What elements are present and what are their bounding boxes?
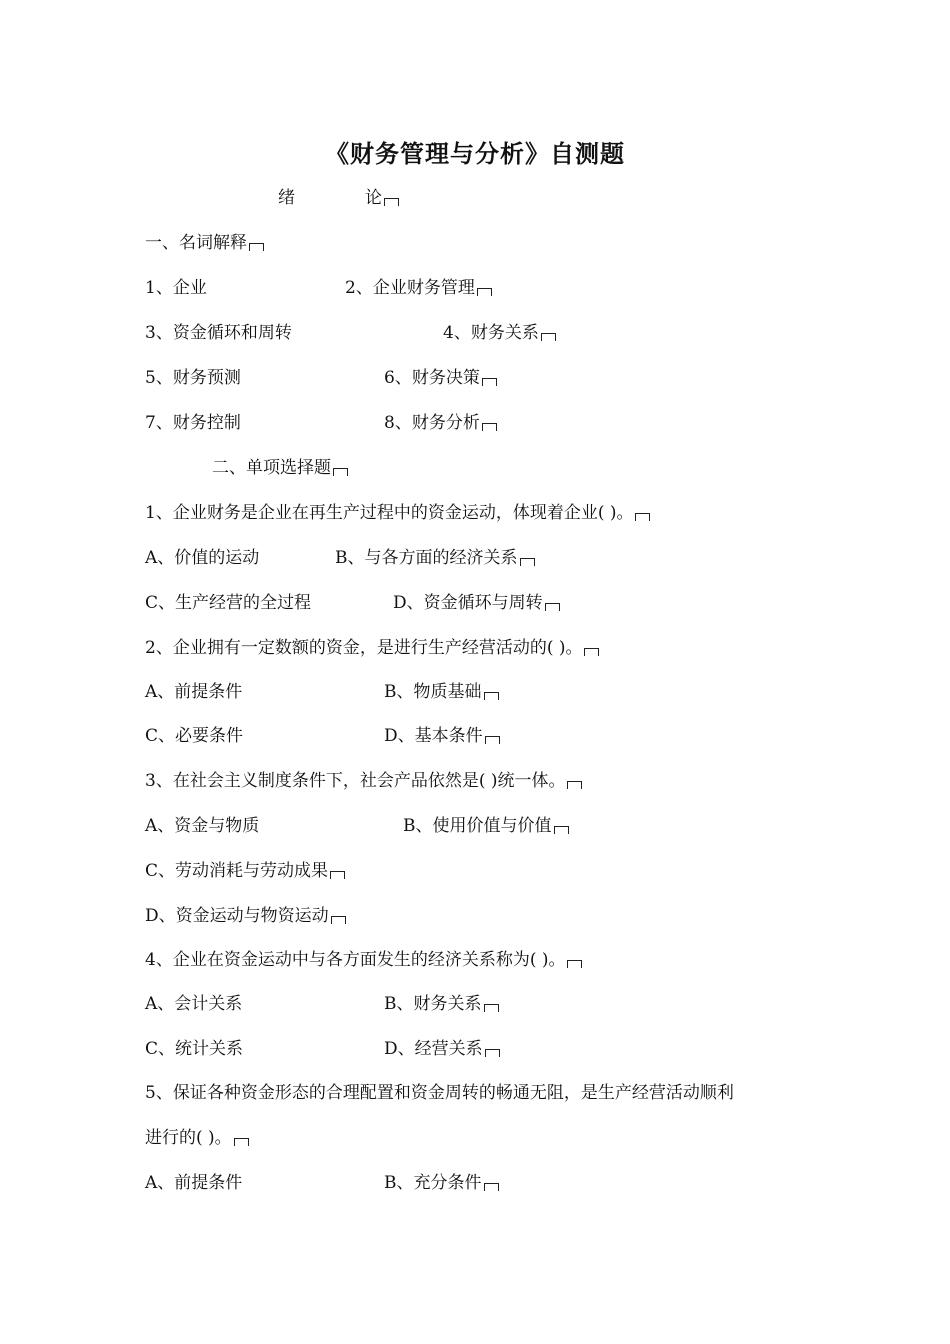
term-text: 8、财务分析 (384, 413, 480, 433)
option: A、前提条件 (145, 682, 243, 702)
paragraph-mark-icon (484, 692, 499, 700)
option: A、会计关系 (145, 994, 243, 1014)
term-text: 2、企业财务管理 (345, 278, 475, 298)
question (145, 636, 599, 660)
question-text: 3、在社会主义制度条件下，社会产品依然是( )统一体。 (145, 771, 566, 791)
paragraph-mark-icon (234, 1138, 249, 1146)
paragraph-mark-icon (330, 871, 345, 879)
option-text: D、资金运动与物资运动 (145, 906, 329, 926)
question-continuation (145, 1126, 249, 1150)
option (403, 814, 569, 838)
option (384, 724, 500, 748)
question (145, 501, 650, 525)
term-item (384, 366, 497, 390)
paragraph-mark-icon (331, 916, 346, 924)
option-text: C、劳动消耗与劳动成果 (145, 861, 329, 881)
option-text: D、资金循环与周转 (393, 593, 543, 613)
question-text: 2、企业拥有一定数额的资金，是进行生产经营活动的( )。 (145, 638, 583, 658)
option (384, 992, 499, 1016)
term-item: 7、财务控制 (145, 413, 241, 433)
paragraph-mark-icon (545, 603, 560, 611)
option: C、统计关系 (145, 1039, 244, 1059)
section-heading (212, 456, 348, 480)
question: 5、保证各种资金形态的合理配置和资金周转的畅通无阻，是生产经营活动顺利 (145, 1083, 734, 1103)
term-item: 1、企业 (145, 278, 207, 298)
option (335, 546, 535, 570)
option: A、价值的运动 (145, 548, 260, 568)
chapter-heading-right (365, 186, 399, 210)
option-text: D、基本条件 (384, 726, 483, 746)
term-item: 3、资金循环和周转 (145, 323, 292, 343)
term-item: 5、财务预测 (145, 368, 241, 388)
option: A、资金与物质 (145, 816, 260, 836)
section-heading-text: 一、名词解释 (145, 233, 247, 253)
option: A、前提条件 (145, 1173, 243, 1193)
paragraph-mark-icon (554, 826, 569, 834)
paragraph-mark-icon (477, 288, 492, 296)
paragraph-mark-icon (520, 558, 535, 566)
chapter-heading-text: 论 (365, 188, 382, 208)
chapter-heading-left: 绪 (278, 188, 295, 208)
option (384, 1171, 499, 1195)
paragraph-mark-icon (567, 960, 582, 968)
option (145, 859, 345, 883)
section-heading-text: 二、单项选择题 (212, 458, 331, 478)
question (145, 948, 582, 972)
option-text: B、财务关系 (384, 994, 482, 1014)
question-text: 进行的( )。 (145, 1128, 232, 1148)
paragraph-mark-icon (541, 333, 556, 341)
option-text: B、充分条件 (384, 1173, 482, 1193)
paragraph-mark-icon (484, 1004, 499, 1012)
option: C、生产经营的全过程 (145, 593, 312, 613)
option (145, 904, 346, 928)
paragraph-mark-icon (584, 648, 599, 656)
paragraph-mark-icon (485, 736, 500, 744)
page-title: 《财务管理与分析》自测题 (325, 140, 625, 168)
paragraph-mark-icon (249, 243, 264, 251)
paragraph-mark-icon (333, 468, 348, 476)
option (393, 591, 560, 615)
paragraph-mark-icon (567, 781, 582, 789)
term-text: 4、财务关系 (443, 323, 539, 343)
option (384, 680, 499, 704)
option (384, 1037, 500, 1061)
question-text: 1、企业财务是企业在再生产过程中的资金运动，体现着企业( )。 (145, 503, 634, 523)
question (145, 769, 582, 793)
paragraph-mark-icon (482, 378, 497, 386)
option-text: B、使用价值与价值 (403, 816, 552, 836)
paragraph-mark-icon (635, 513, 650, 521)
paragraph-mark-icon (485, 1049, 500, 1057)
section-heading (145, 231, 264, 255)
option-text: B、与各方面的经济关系 (335, 548, 518, 568)
question-text: 4、企业在资金运动中与各方面发生的经济关系称为( )。 (145, 950, 566, 970)
term-item (443, 321, 556, 345)
option-text: D、经营关系 (384, 1039, 483, 1059)
option-text: B、物质基础 (384, 682, 482, 702)
paragraph-mark-icon (482, 423, 497, 431)
paragraph-mark-icon (384, 198, 399, 206)
option: C、必要条件 (145, 726, 244, 746)
term-text: 6、财务决策 (384, 368, 480, 388)
paragraph-mark-icon (484, 1183, 499, 1191)
term-item (384, 411, 497, 435)
term-item (345, 276, 492, 300)
